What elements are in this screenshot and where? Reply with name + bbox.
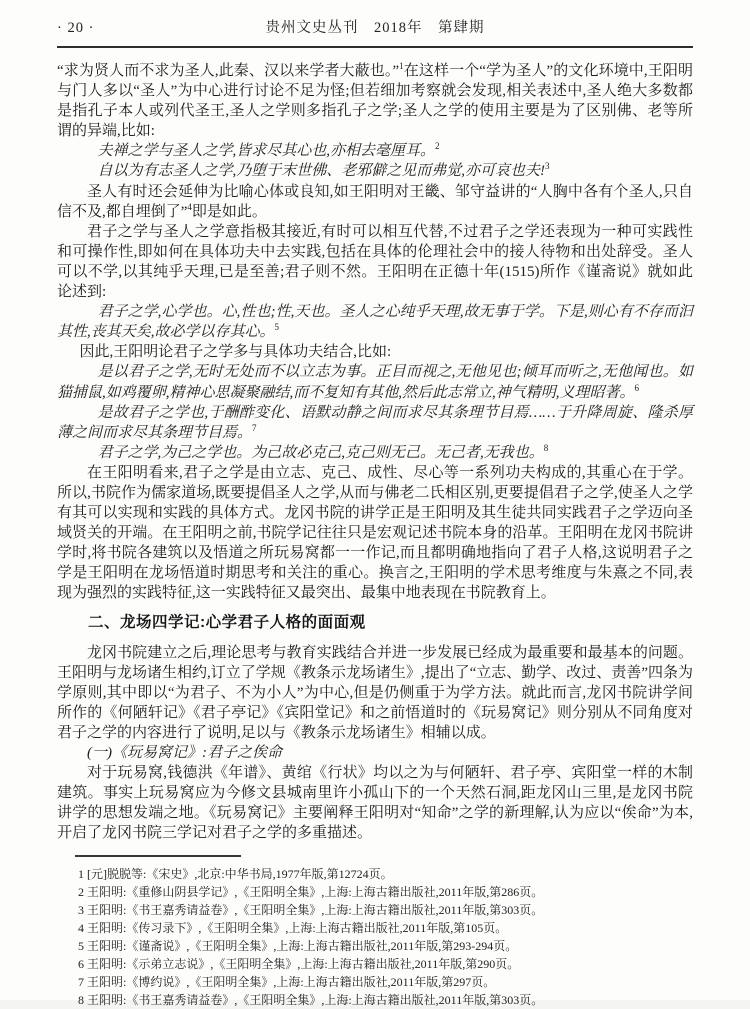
page-header <box>57 16 693 37</box>
footnote <box>57 973 693 991</box>
footnote-ref-7: 7 <box>252 422 257 433</box>
footnote-number: 5 <box>78 938 84 953</box>
section-heading: 二、龙场四学记:心学君子人格的面面观 <box>88 613 366 631</box>
footnote-number: 1 <box>78 866 84 881</box>
footnote-ref-4: 4 <box>187 201 192 212</box>
footnote-separator <box>75 855 241 857</box>
paragraph-6 <box>57 643 693 743</box>
quote-3 <box>57 302 693 342</box>
quote-2 <box>57 161 693 181</box>
paragraph-text: “求为贤人而不求为圣人,此秦、汉以来学者大蔽也。” <box>57 63 400 79</box>
paragraph-text: 在王阳明看来,君子之学是由立志、克己、成性、尽心等一系列功夫构成的,其重心在于学。所以,书院作为儒家道场,既要提倡圣人之学,从而与佛老二氏相区别,更要提倡君子之学,使圣人之学有其可以实现和实践的具体方式。龙冈书院的讲学正是王阳明及其生徒共同实践君子之学迈向圣域贤关的开端。在王阳明之前,书院学记往往只是宏观记述书院本身的沿革。王阳明在龙冈书院讲学时,将书院各建筑以及悟道之所玩易窝都一一作记,而且都明确地指向了君子人格,这说明君子之学是王阳明在龙场悟道时期思考和关注的重心。换言之,王阳明的学术思考维度与朱熹之不同,表现为强烈的实践特征,这一实践特征又最突出、最集中地表现在书院教育上。 <box>57 464 693 602</box>
footnote <box>57 937 693 955</box>
footnote <box>57 955 693 973</box>
footnote-number: 4 <box>78 920 84 935</box>
quote-text: 是以君子之学,无时无处而不以立志为事。正目而视之,无他见也;倾耳而听之,无他闻也。如猫捕鼠,如鸡覆卵,精神心思凝聚融结,而不复知有其他,然后此志常立,神气精明,义理昭著。 <box>57 364 693 401</box>
paragraph-text: 圣人有时还会延伸为比喻心体或良知,如王阳明对王畿、邹守益讲的“人胸中各有个圣人,只自信不及,都自埋倒了” <box>57 183 693 220</box>
paragraph-2 <box>57 182 693 222</box>
footnote-number: 8 <box>78 993 84 1008</box>
footnote-number: 3 <box>78 902 84 917</box>
footnote-text: [元]脱脱等:《宋史》,北京:中华书局,1977年版,第12724页。 <box>87 866 393 881</box>
paragraph-text: 因此,王阳明论君子之学多与具体功夫结合,比如: <box>79 344 392 361</box>
footnote-number: 2 <box>78 884 84 899</box>
header-rule <box>57 46 693 48</box>
quote-5 <box>57 403 693 443</box>
journal-title: 贵州文史丛刊 2018年 第肆期 <box>265 20 485 36</box>
quote-text: 夫禅之学与圣人之学,皆求尽其心也,亦相去毫厘耳。 <box>97 143 436 160</box>
footnote-text: 王阳明:《示弟立志说》,《王阳明全集》,上海:上海古籍出版社,2011年版,第290页。 <box>87 957 520 972</box>
paragraph-5 <box>57 463 693 604</box>
quote-1 <box>57 141 693 161</box>
paragraph-text: 龙冈书院建立之后,理论思考与教育实践结合并进一步发展已经成为最重要和最基本的问题。王阳明与龙场诸生相约,订立了学规《教条示龙场诸生》,提出了“立志、勤学、改过、责善”四条为学原则,其中即以“为君子、不为小人”为中心,但是仍侧重于为学方法。就此而言,龙冈书院讲学间所作的《何陋轩记》《君子亭记》《宾阳堂记》和之前悟道时的《玩易窝记》则分别从不同角度对君子之学的内容进行了说明,足以与《教条示龙场诸生》相辅以成。 <box>57 644 693 741</box>
footnote-ref-2: 2 <box>435 141 440 152</box>
quote-text: 是故君子之学也,于酬酢变化、语默动静之间而求尽其条理节目焉……于升降周旋、隆杀厚薄之间而求尽其条理节目焉。 <box>57 404 693 441</box>
footnote <box>57 865 693 883</box>
quote-text: 君子之学,心学也。心,性也;性,天也。圣人之心纯乎天理,故无事于学。下是,则心有不存而汩其性,丧其天矣,故必学以存其心。 <box>57 304 693 341</box>
paragraph-text: 君子之学与圣人之学意指极其接近,有时可以相互代替,不过君子之学还表现为一种可实践性和可操作性,即如何在具体功夫中去实践,包括在具体的伦理社会中的接人待物和出处辞受。圣人可以不学,以其纯乎天理,已是至善;君子则不然。王阳明在正德十年(1515)所作《谨斋说》就如此论述到: <box>57 223 693 301</box>
quote-text: 君子之学,为己之学也。为己故必克己,克己则无己。无己者,无我也。 <box>97 444 544 461</box>
footnote <box>57 883 693 901</box>
subsection-heading: (一)《玩易窝记》:君子之俟命 <box>87 745 282 762</box>
paragraph-text: 在这样一个“学为圣人”的文化环境中,王阳明与门人多以“圣人”为中心进行讨论不足为怪;但若细加考察就会发现,相关表述中,圣人绝大多数都是指孔子本人或列代圣王,圣人之学则多指孔子之学;圣人之学的使用主要是为了区别佛、老等所谓的异端,比如: <box>57 63 693 140</box>
paragraph-7 <box>57 763 693 843</box>
paragraph-4 <box>57 342 693 362</box>
footnote-ref-8: 8 <box>543 442 549 453</box>
paragraph-3 <box>57 222 693 302</box>
footnote-text: 王阳明:《书王嘉秀请益卷》,《王阳明全集》,上海:上海古籍出版社,2011年版,第303页。 <box>87 902 544 917</box>
footnote-ref-1: 1 <box>399 61 404 71</box>
footnote <box>57 991 693 1009</box>
footnote-ref-5: 5 <box>274 322 280 333</box>
footnote-text: 王阳明:《重修山阴县学记》,《王阳明全集》,上海:上海古籍出版社,2011年版,第286页。 <box>87 884 544 899</box>
footnote-text: 王阳明:《谨斋说》,《王阳明全集》,上海:上海古籍出版社,2011年版,第293-294页。 <box>87 938 518 953</box>
quote-text: 自以为有志圣人之学,乃堕于末世佛、老邪僻之见而弗觉,亦可哀也夫! <box>97 163 545 180</box>
footnote <box>57 919 693 937</box>
page-number: · 20 · <box>57 20 95 36</box>
footnote <box>57 901 693 919</box>
article-body <box>57 61 693 844</box>
footnote-text: 王阳明:《书王嘉秀请益卷》,《王阳明全集》,上海:上海古籍出版社,2011年版,第303页。 <box>87 993 544 1008</box>
footnote-number: 6 <box>78 957 84 972</box>
footnote-text: 王阳明:《博约说》,《王阳明全集》,上海:上海古籍出版社,2011年版,第297页。 <box>87 975 496 990</box>
footnote-text: 王阳明:《传习录下》,《王阳明全集》,上海:上海古籍出版社,2011年版,第105页。 <box>87 920 508 935</box>
quote-4 <box>57 362 693 402</box>
footnote-ref-3: 3 <box>545 161 550 172</box>
paragraph-text: 对于玩易窝,钱德洪《年谱》、黄绾《行状》均以之为与何陋轩、君子亭、宾阳堂一样的木制建筑。事实上玩易窝应为今修文县城南里许小孤山下的一个天然石洞,距龙冈山三里,是龙冈书院讲学的思想发端之地。《玩易窝记》主要阐释王阳明对“知命”之学的新理解,认为应以“俟命”为本,开启了龙冈书院三学记对君子之学的多重描述。 <box>57 765 693 842</box>
footnote-ref-6: 6 <box>634 382 640 393</box>
footnotes-section <box>57 855 693 1009</box>
footnote-number: 7 <box>78 975 84 990</box>
quote-6 <box>57 443 693 463</box>
paragraph-1 <box>57 61 693 141</box>
paragraph-text: 即是如此。 <box>191 203 267 220</box>
